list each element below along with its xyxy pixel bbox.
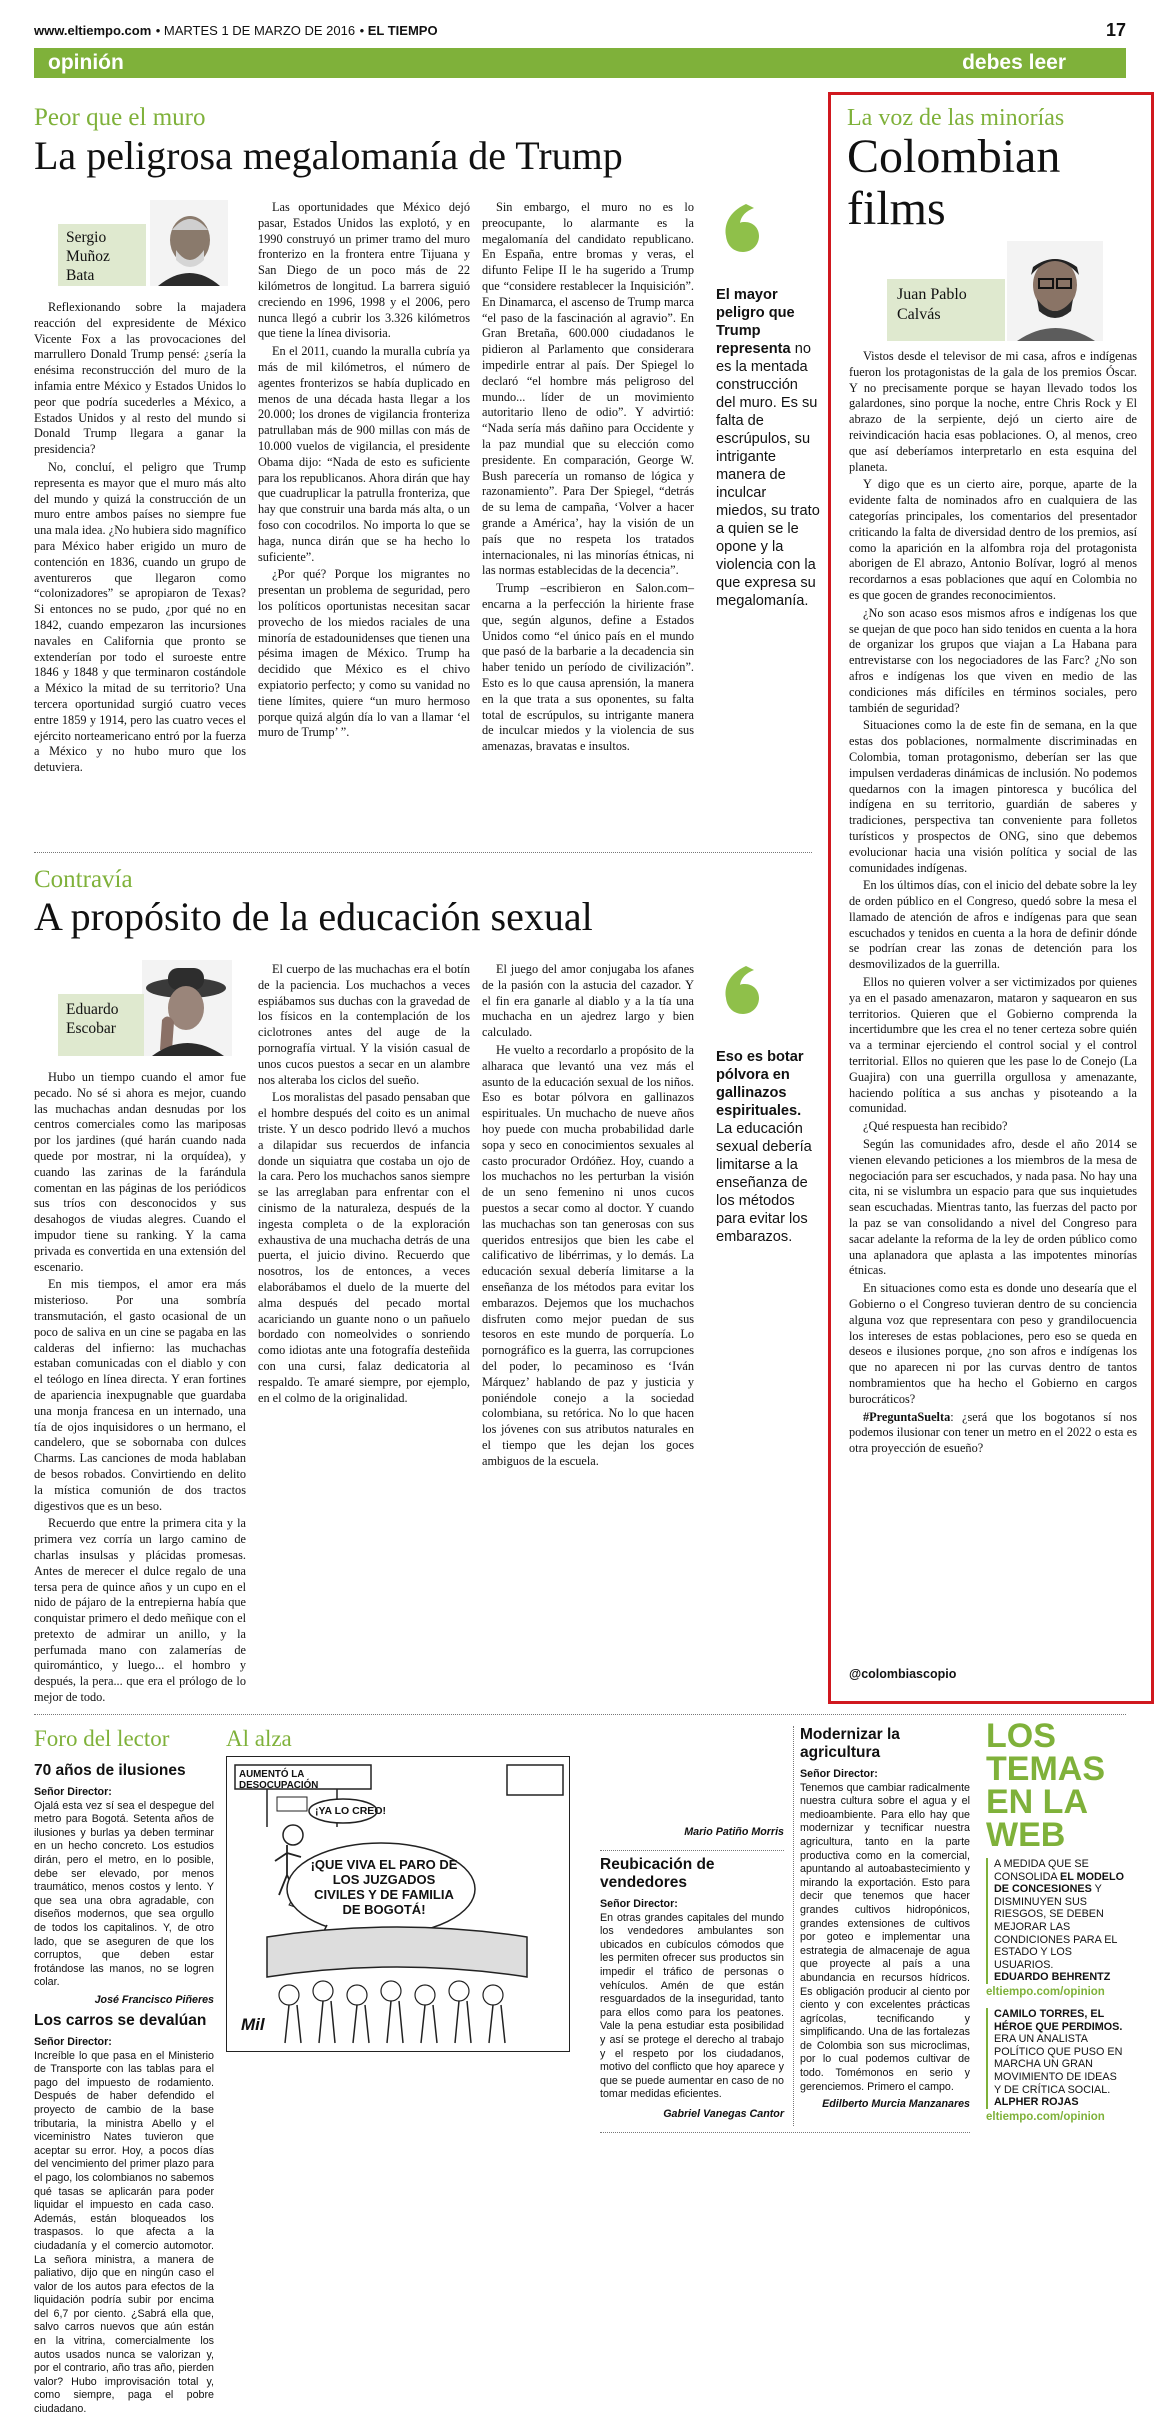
debes-leer-tab xyxy=(896,48,1126,78)
article1-kicker: Peor que el muro xyxy=(34,104,206,131)
letter2-signature-box xyxy=(600,1826,784,1846)
letter2-col3 xyxy=(400,2062,572,2164)
temas-item1-author: EDUARDO BEHRENTZ xyxy=(994,1971,1111,1984)
hashtag[interactable]: #PreguntaSuelta xyxy=(863,1409,951,1424)
letter1-salutation: Señor Director: xyxy=(34,1786,112,1798)
sidebar-paragraph: Ellos no quieren volver a ser victimizados por quienes ya en el pasado amenazaron, mataron y saquearon en sus territorios. Quieren que el Gobierno comprenda la incertidumbre que les crea el no tener certeza sobre quién va a terminar ejerciendo el control social y el control territorial. Ellos no quieren que les pase lo de Conejo (La Guajira) con una guerrilla orgullosa y amenazante, haciendo política a sus anchas y pisoteando a la comunidad. xyxy=(849,975,1137,1116)
article2-body-col2 xyxy=(258,962,470,1610)
letter1-text: Ojalá esta vez sí sea el despegue del metro para Bogotá. Setenta años de ilusiones y burlas ya deben terminar en un hecho concreto. Los estudios dirán, pero el metro, en lo posible, debe ser elevado, por menos traumático, menos costos y lento. Y que sea una obra agradable, con diseños modernos, que sea orgullo de todos los capitalinos. Y, de otro lado, que se aseguren de que los corruptos, que deben estar frotándose las manos, no se logren colar. xyxy=(34,1799,214,1989)
article2-paragraph: Hubo un tiempo cuando el amor fue pecado. No sé si ahora es mejor, cuando las muchachas andan desnudas por los centros comerciales como las mariposas por los jardines (qué harán cuando nada quede por mostrar, ni la orquídea), y cuando las zarinas de la farándula comentan en las páginas de los periódicos sus tríos con desconocidos y sus desahogos de viudas alegres. Cuando el impudor tiene su ranking. Y la cama privada es convertida en una extensión del escenario. xyxy=(34,1070,246,1274)
cartoon xyxy=(226,1756,570,2052)
letter2-col2 xyxy=(226,2062,408,2164)
article2-paragraph: El juego del amor conjugaba los afanes de la pasión con la astucia del cazador. Y el fin era ganarle al diablo y a la tía una muchacha en un ajedrez largo y bien calculado. xyxy=(482,962,694,1040)
article2-paragraph: El cuerpo de las muchachas era el botín de la paciencia. Los muchachos a veces espiábamos sus duchas con la gravedad de los físicos en la contemplación de los ciclotrones antes del auge de la pornografía virtual. Y la visión casual de unos cucos puestos a secar en un alambre nos alteraba los ciclos del sueño. xyxy=(258,962,470,1087)
author-name-munoz: Sergio Muñoz Bata xyxy=(66,229,110,284)
sidebar-hashtag-paragraph xyxy=(849,1410,1137,1457)
article1-paragraph: Trump –escribieron en Salon.com– encarna a la perfección la hiriente frase que, según algunos, define a Estados Unidos como “el único país en el mundo que pasó de la barbarie a la decadencia sin haber tenido un período de civilización”. Esto es lo que causa aprensión, la manera en la que trata a sus oponentes, su falta total de escrúpulos, su intrigante manera de inculcar miedos y la violencia de sus amenazas, bravatas e insultos. xyxy=(482,581,694,754)
paper-name: EL TIEMPO xyxy=(367,23,438,38)
sidebar-paragraph: ¿Qué respuesta han recibido? xyxy=(863,1119,1008,1134)
agricultura-signature: Edilberto Murcia Manzanares xyxy=(822,2098,970,2111)
article2-kicker: Contravía xyxy=(34,866,133,893)
author-photo-calvas xyxy=(1007,241,1103,341)
article1-paragraph: No, concluí, el peligro que Trump representa es mayor que el muro más alto del mundo y quizá la construcción de un muro entre ambos países no siempre fue una mala idea. ¿No hubiera sido magnífico para México haber erigido un muro de contención en 1836, cuando un grupo de aventureros que llegaron como “colonizadores” se apropiaron de Texas? Si entonces no se pudo, ¿por qué no en 1842, cuando empezaron las incursiones navales en California que pronto se extenderían por todo el suroeste entre 1846 y 1848 y que terminaron costándole a México la mitad de su territorio? Una tercera oportunidad surgió cuatro veces entre 1859 y 1914, pero las cuatro veces el ejército norteamericano entró por la fuerza a México y no hubo muro que los detuviera. xyxy=(34,459,246,775)
temas-heading-line: TEMAS xyxy=(986,1750,1105,1788)
agricultura-title: Modernizar la agricultura xyxy=(800,1726,900,1761)
reubicacion-letter xyxy=(600,1898,784,2124)
divider xyxy=(600,2132,970,2133)
cartoon-signature: Mil xyxy=(241,2015,265,2034)
article2-body-col1 xyxy=(34,1070,246,1705)
temas-heading-line: EN LA xyxy=(986,1783,1088,1821)
letter2-tail xyxy=(600,1726,784,1822)
cartoon-sign-text: AUMENTÓ LA DESOCUPACIÓN xyxy=(239,1769,319,1791)
divider xyxy=(34,1714,1126,1715)
quote-icon xyxy=(716,200,770,254)
page-header: www.eltiempo.com • MARTES 1 DE MARZO DE 2016 • EL TIEMPO 17 xyxy=(34,20,1126,40)
cartoon-bubble2: ¡QUE VIVA EL PARO DE LOS JUZGADOS CIVILES Y DE FAMILIA DE BOGOTÁ! xyxy=(310,1857,458,1917)
temas-heading-line: WEB xyxy=(986,1816,1066,1854)
edition-date: MARTES 1 DE MARZO DE 2016 xyxy=(163,23,356,38)
sidebar-title: Colombian films xyxy=(847,130,1061,235)
letter1 xyxy=(34,1786,214,2020)
temas-item2-link[interactable]: eltiempo.com/opinion xyxy=(986,2110,1105,2123)
cartoon-heading: Al alza xyxy=(226,1726,292,1751)
section-label: opinión xyxy=(48,51,124,74)
temas-item2[interactable] xyxy=(986,2008,1126,2109)
article2-paragraph: He vuelto a recordarlo a propósito de la alharaca que levantó una vez más el asunto de la educación sexual de los niños. Eso es botar pólvora en gallinazos espirituales. Un muchacho de nueve años hoy puede con mucha probabilidad darle sopa y seco en conocimientos sexuales al casto procurador Ordóñez. Hoy, cuando a los muchachos no les perturban la visión de un seno femenino ni unos cucos puestos a secar como al doctor. Y cuando las muchachas son tan generosas con sus queridos entresijos que bien les cabe el calificativo de libérrimas, y lo demás. La educación sexual debería limitarse a la enseñanza de los métodos para evitar los embarazos. Dejemos que los muchachos disfruten como mejor puedan de sus tesoros en este mundo de porquería. Lo pornográfico es la guerra, las corrupciones del poder, lo pecaminoso es ‘Iván Márquez’ hablando de paz y justicia y poniéndole conejo a la sociedad colombiana, su retórica. No lo que hacen los jóvenes con sus atributos naturales en el tiempo que les dejan los goces ambiguos de la escuela. xyxy=(482,1042,694,1468)
article2-paragraph: Recuerdo que entre la primera cita y la primera vez corría un largo camino de charlas insulsas y plácidas promesas. Antes de merecer el dulce regalo de una tersa pera de quince años y un cupo en el nido de pájaro de la entrepierna había que conquistar primero el dedo meñique con el pretexto de admirar un anillo, y la perfumada mano con zalamerías de quiromántico, y luego... el hombro y después, la pera... que era el prólogo de lo mejor de todo. xyxy=(34,1516,246,1705)
site-url[interactable]: www.eltiempo.com xyxy=(34,23,152,38)
foro-heading: Foro del lector xyxy=(34,1726,170,1751)
article1-paragraph: Sin embargo, el muro no es lo preocupante, lo alarmante es la megalomanía del candidato republicano. En España, entre bromas y veras, el difunto Felipe II le ha sugerido a Trump que “considere restablecer la Inquisición”. En Dinamarca, el ascenso de Trump marca “el paso de la fascinación al agravio”. En Gran Bretaña, 600.000 ciudadanos le pidieron al Parlamento que considerara impedirle entrar al país. Der Spiegel lo declaró “el hombre más peligroso del mundo... líder de un movimiento autoritario lleno de odio”. Y advirtió: “Nada sería más dañino para Occidente y la paz mundial que su elección como presidente. En comparación, George W. Bush parecería un romanso de lógica y razonamiento”. Para Der Spiegel, “detrás de su lema de campaña, ‘Volver a hacer grande a América’, hay la visión de un país que no respeta los tratados internacionales, ni las minorías étnicas, ni las normas establecidas de la decencia”. xyxy=(482,200,694,578)
sidebar-paragraph: Situaciones como la de este fin de semana, en la que estas dos poblaciones, normalmente discriminadas en Colombia, toman protagonismo, deberían ser las que impulsen verdaderas dinámicas de inclusión. No podemos quedarnos con la imagen pintoresca y bucólica del indígena en su territorio, guardián de saberes y tradiciones, perspectiva tan conveniente para folletos turísticos y prospectos de ONG, sino que debemos evolucionar hacia una visión política y social de las comunidades indígenas. xyxy=(849,718,1137,875)
article2-paragraph: Los moralistas del pasado pensaban que el hombre después del coito es un animal triste. Y un desco podrido llevó a muchos a dilapidar sus recuerdos de infancia donde un siquiatra que costaba un ojo de la cara. Pero los muchachos sanos siempre se las arreglaban para enfrentar con el cinismo de la naturaleza, después de la ingesta completa o de la exploración exhaustiva de una muchacha detrás de una puerta, el juicio divino. Recuerdo que nosotros, los de entonces, a veces elaborábamos el duelo de la muerte del alma después del pecado mortal acariciando un guante nono o un pañuelo bordado con nomeolvides o sonriendo como idiotas ante una fotografía desteñida con una cursi, falaz dedicatoria al respaldo. Te amaré siempre, por ejemplo, en el colmo de la originalidad. xyxy=(258,1090,470,1405)
author-name-escobar: Eduardo Escobar xyxy=(66,1001,119,1037)
agricultura-text: Tenemos que cambiar radicalmente nuestra cultura sobre el agua y el medioambiente. Para ello hay que modernizar y tecnificar nuestra agricultura, tanto en la parte productiva como en la comercial, apuntando al autoabastecimiento y mirando la exportación. Esto para decir que tenemos que hacer grandes cultivos hidropónicos, grandes extensiones de cultivos por goteo e implementar una estrategia de almacenaje de agua que proyecte al país a una abundancia en recursos hídricos. Es obligación producir al ciento por ciento y con excelentes prácticas agrícolas, tecnificando y simplificando. Una de las fortalezas de Colombia son sus microclimas, por lo cual podemos cultivar de todo. Tomémonos en serio y gerenciemos. Primero el campo. xyxy=(800,1781,970,2093)
temas-item1[interactable] xyxy=(986,1858,1126,1984)
divider xyxy=(600,1850,784,1851)
reubicacion-salutation: Señor Director: xyxy=(600,1898,678,1910)
sidebar-kicker: La voz de las minorías xyxy=(847,105,1065,131)
sidebar-author-box xyxy=(887,241,1107,341)
pullquote-text: La educación sexual debería limitarse a la enseñanza de los métodos para evitar los embarazos. xyxy=(716,1121,812,1245)
article1-paragraph: En el 2011, cuando la muralla cubría ya más de mil kilómetros, el número de agentes fronterizos se había duplicado en menos de una década hasta llegar a los 20.000; los drones de vigilancia fronteriza patrullaban más de 900 millas con más de 10.000 vuelos de vigilancia, el presidente Obama dijo: “Nada de esto es suficiente para los republicanos. Ahora dirán que hay que cuadruplicar la patrulla fronteriza, que hay que construir una barda más alta, o un foso con cocodrilos. No importa lo que se haga, nunca dirán que se ha hecho lo suficiente”. xyxy=(258,344,470,564)
reubicacion-signature: Gabriel Vanegas Cantor xyxy=(663,2107,784,2120)
article1-title: La peligrosa megalomanía de Trump xyxy=(34,133,623,178)
article2-title: A propósito de la educación sexual xyxy=(34,894,593,939)
quote-icon xyxy=(716,962,770,1016)
temas-heading xyxy=(986,1717,1126,1854)
article1-paragraph: ¿Por qué? Porque los migrantes no presentan un problema de seguridad, pero los políticos oportunistas necesitan sacar provecho de los miedos raciales de una minoría de estadounidenses que tienen una pésima imagen de México. Trump ha decidido que México es el chivo expiatorio perfecto; y como su vanidad no tiene límites, quiere “un muro hermoso porque quizá algún día lo van a llamar ‘el muro de Trump’ ”. xyxy=(258,567,470,740)
sidebar-paragraph: En situaciones como esta es donde uno desearía que el Gobierno o el Congreso tuvieran dentro de su conciencia alguna voz que representara con peso y grandilocuencia los intereses de estas poblaciones, pero eso se queda en deseos e ilusiones porque, ¿no son afros e indígenas los que no aparecen ni por las curvas dentro de tantos nombramientos que ha hecho el Gobierno en cargos burocráticos? xyxy=(849,1281,1137,1406)
twitter-handle[interactable]: @colombiascopio xyxy=(849,1667,957,1681)
letter1-title: 70 años de ilusiones xyxy=(34,1762,186,1779)
letter2-col1 xyxy=(34,2036,214,2416)
letter1-signature: José Francisco Piñeres xyxy=(94,1993,214,2006)
agricultura-salutation: Señor Director: xyxy=(800,1768,878,1780)
temas-item2-bold: CAMILO TORRES, EL HÉROE QUE PERDIMOS. xyxy=(994,2007,1123,2033)
debes-leer-frame xyxy=(828,92,1154,1704)
temas-item1-bold: EL MODELO DE CONCESIONES xyxy=(994,1870,1124,1896)
article1-body-col3 xyxy=(482,200,694,842)
agricultura-letter xyxy=(800,1768,970,2124)
article1-body-col2 xyxy=(258,200,470,842)
sidebar-paragraph: Según las comunidades afro, desde el año 2014 se vienen elevando peticiones a los miembros de la mesa de negociación para ser escuchados, y nada pasa. No hay una cita, ni se vislumbra un espacio para que sus inquietudes sean escuchadas. Mientras tanto, las fuerzas del pacto por la paz se van consolidando a nivel del Congreso para sacar adelante la reforma de la ley de orden público como una aplanadora que aplasta a las impotentes minorías étnicas. xyxy=(849,1137,1137,1278)
temas-box xyxy=(986,1717,1126,2190)
article2-body-col3 xyxy=(482,962,694,1610)
temas-item2-author: ALPHER ROJAS xyxy=(994,2096,1079,2109)
reubicacion-title: Reubicación de vendedores xyxy=(600,1856,715,1891)
divider xyxy=(34,852,812,853)
letter2-text: Increíble lo que pasa en el Ministerio de Transporte con las tablas para el pago del impuesto de rodamiento. Después de haber defendido el proyecto de cambio de la base tributaria, la ministra Abello y el viceministro Nates tuvieron que aceptar su error. Hoy, a pocos días del vencimiento del primer plazo para el pago, los colombianos no sabemos qué tasas se aplicarán para poder liquidar el impuesto en cada caso. Además, están bloqueados los traspasos. lo que afecta a la ciudadanía y el comercio automotor. La señora ministra, a manera de paliativo, dijo que en ningún caso el valor de los autos para efectos de la liquidación podría subir por encima del 6,7 por ciento. ¿Sabrá ella que, salvo carros nuevos que aún están en la vitrina, comercialmente los autos usados nunca se valorizan y, por el contrario, año tras año, pierden valor? Hubo improvisación total y, como siempre, paga el pobre ciudadano. xyxy=(34,2049,214,2416)
article2-author-box xyxy=(58,960,238,1056)
author-tag-escobar xyxy=(58,994,144,1056)
article1-author-box xyxy=(58,200,238,286)
article2-pullquote xyxy=(716,1048,820,1246)
cartoon-bubble1: ¡YA LO CREO! xyxy=(315,1805,386,1817)
letter2-signature: Mario Patiño Morris xyxy=(684,1826,784,1838)
author-photo-munoz xyxy=(150,200,228,286)
article2-paragraph: En mis tiempos, el amor era más misterioso. Por una sombría transmutación, el gasto ocasional de un poco de saliva en un cine se pagaba en las calderas del infierno: las muchachas estaban comunicadas con el diablo y con el teólogo en línea directa. Y eran fortines de apariencia inexpugnable que guardaba una monja francesa en un internado, una tía de ojos inquisidores o un hermano, el candelero, que se sobornaba con dulces Charms. Las canciones de moda hablaban de besos robados. Convirtiendo en delito la mística comunión de dos tractos digestivos que es un beso. xyxy=(34,1277,246,1513)
temas-item1-link[interactable]: eltiempo.com/opinion xyxy=(986,1985,1105,1998)
article1-paragraph: Reflexionando sobre la majadera reacción del expresidente de México Vicente Fox a las provocaciones del marrullero Donald Trump pensé: ¿sería la enésima reconstrucción del muro de la infamia entre México y Estados Unidos lo peor que podría sucederles a México, a Estados Unidos y al resto del mundo si Donald Trump llegara a ganar la presidencia? xyxy=(34,300,246,457)
divider xyxy=(793,1726,794,2126)
pullquote-text: no es la mentada construcción del muro. Es su falta de escrúpulos, su intrigante manera de inculcar miedos, su trato a quien se le opone y la violencia con la que expresa su megalomanía. xyxy=(716,341,820,609)
page-number: 17 xyxy=(1105,20,1126,40)
reubicacion-text: En otras grandes capitales del mundo los vendedores ambulantes son ubicados en cubículos cómodos que les permiten ofrecer sus productos sin impedir el tráfico de personas o vehículos. Amén de que están resguardados de la inseguridad, tanto para ellos como para los peatones. Vale la pena estudiar esta posibilidad y así se protege el derecho al trabajo y el respeto por los ciudadanos, motivo del conflicto que hoy aparece y que se puede aumentar en caso de no tomar medidas eficientes. xyxy=(600,1911,784,2101)
pullquote-bold: Eso es botar pólvora en gallinazos espirituales. xyxy=(716,1049,804,1119)
article1-paragraph: Las oportunidades que México dejó pasar, Estados Unidos las explotó, y en 1990 construyó un primer tramo del muro fronterizo en la frontera entre Tijuana y San Diego de un poco más de 22 kilómetros de longitud. La barrera siguió creciendo en 1996, 1998 y el 2006, pero nunca llegó a cubrir los 3.326 kilómetros que tiene la línea divisoria. xyxy=(258,200,470,341)
sidebar-paragraph: En los últimos días, con el inicio del debate sobre la ley de orden público en el Congreso, quedó sobre la mesa el llamado de atención de afros e indígenas para que sean escuchados y tenidos en cuenta a la hora de definir dónde se podrían crear las zonas de detención para los desmovilizados de la guerrilla. xyxy=(849,878,1137,972)
letter2-title: Los carros se devalúan xyxy=(34,2012,207,2029)
temas-item1-pre: A MEDIDA QUE SE CONSOLIDA xyxy=(994,1858,1089,1883)
author-name-calvas: Juan Pablo Calvás xyxy=(897,286,967,323)
sidebar-paragraph: Y digo que es un cierto aire, porque, aparte de la evidente falta de nominados afro en cualquiera de las categorías principales, los comentarios del presentador criticando la falta de diversidad dentro de los premios, así como la aparición en la alfombra roja del protagonista aborigen de El abrazo, Antonio Bolívar, logró al menos recordarnos a esas poblaciones que aquí en Colombia no es que gocen de grandes reconocimientos. xyxy=(849,477,1137,602)
temas-item2-post: ERA UN ANALISTA POLÍTICO QUE PUSO EN MARCHA UN GRAN MOVIMIENTO DE IDEAS Y DE CRÍTICA SOCIAL. xyxy=(994,2033,1123,2096)
sidebar-body xyxy=(849,349,1137,1565)
article1-pullquote xyxy=(716,286,820,610)
hashtag-text: : ¿será que los bogotanos sí nos podemos ilusionar con tener un metro en el 2022 o esta es otra proyección de esueño? xyxy=(849,1409,1137,1456)
section-bar xyxy=(34,48,1126,78)
author-tag-calvas xyxy=(887,279,1005,341)
sidebar-paragraph: ¿No son acaso esos mismos afros e indígenas los que se quejan de que poco han sido tenidos en cuenta a la hora de organizar los grupos que viajan a La Habana para entrevistarse con los negociadores de las Farc? ¿No son afros e indígenas los que viven en medio de las condiciones más difíciles en términos sociales, pero también de seguridad? xyxy=(849,605,1137,715)
sidebar-paragraph: Vistos desde el televisor de mi casa, afros e indígenas fueron los protagonistas de la gala de los premios Óscar. Y no precisamente porque se hayan llevado todos los galardones, sino porque la noche, entre Chris Rock y El abrazo de la serpiente, dejó un cierto aire de reivindicación hacia esas poblaciones. O, al menos, creo que así deberíamos interpretarlo en esta esquina del planeta. xyxy=(849,349,1137,474)
letter2-text-continued xyxy=(226,2062,408,2076)
temas-item1-post: Y DISMINUYEN SUS RIESGOS, SE DEBEN MEJORAR LAS CONDICIONES PARA EL ESTADO Y LOS USUARIOS. xyxy=(994,1883,1117,1971)
temas-heading-line: LOS xyxy=(986,1717,1056,1755)
author-tag-munoz xyxy=(58,224,146,286)
letter2-salutation: Señor Director: xyxy=(34,2036,112,2048)
author-photo-escobar xyxy=(142,960,232,1056)
article1-body-col1 xyxy=(34,300,246,842)
pullquote-bold: El mayor peligro que Trump representa xyxy=(716,287,795,357)
debes-leer-label: debes leer xyxy=(962,51,1066,74)
